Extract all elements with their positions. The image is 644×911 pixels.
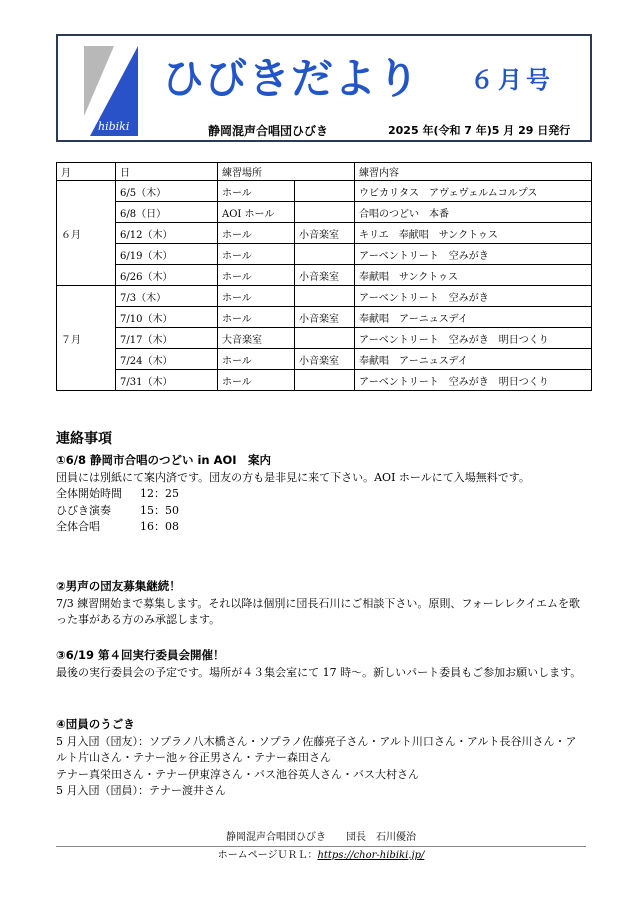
notice-2-title: ②男声の団友募集継続！ [56, 579, 181, 593]
table-header-row [57, 163, 592, 181]
hibiki-logo [84, 46, 138, 136]
notice-4-title: ④団員のうごき [56, 717, 135, 731]
time-label: 全体合唱 [56, 520, 100, 533]
content-cell: 奉献唱 アーニュスデイ [355, 349, 592, 370]
table-row [57, 244, 592, 265]
time-label: 全体開始時間 [56, 487, 122, 500]
notice-4 [56, 716, 586, 800]
place-cell: ホール [218, 223, 295, 244]
time-value: 15：50 [140, 503, 179, 517]
date-cell: 6/12（木） [116, 223, 218, 244]
time-row [56, 519, 586, 536]
date-cell: 7/10（木） [116, 307, 218, 328]
room-cell: 小音楽室 [295, 223, 355, 244]
masthead [56, 34, 592, 142]
logo-text: hibiki [98, 120, 130, 133]
member-joined-members: 5 月入団（団員）：テナー渡井さん [56, 784, 226, 797]
content-cell: 奉献唱 アーニュスデイ [355, 307, 592, 328]
member-joined-friends: 5 月入団（団友）：ソプラノ八木橋さん・ソプラノ佐藤亮子さん・アルト川口さん・アルト長谷川さん・アルト片山さん・テナー池ヶ谷正男さん・テナー森田さん [56, 734, 577, 764]
month-cell: ７月 [57, 286, 116, 391]
place-cell: AOI ホール [218, 202, 295, 223]
room-cell [295, 202, 355, 223]
header-month: 月 [57, 163, 116, 181]
date-cell: 7/24（木） [116, 349, 218, 370]
table-row [57, 307, 592, 328]
header-date: 日 [116, 163, 218, 181]
header-place: 練習場所 [218, 163, 355, 181]
notice-2 [56, 578, 586, 629]
room-cell [295, 370, 355, 391]
date-cell: 7/31（木） [116, 370, 218, 391]
date-cell: 6/8（日） [116, 202, 218, 223]
date-cell: 6/26（木） [116, 265, 218, 286]
practice-schedule-table [56, 162, 592, 391]
table-row [57, 223, 592, 244]
time-value: 12：25 [140, 487, 179, 500]
notice-3-title: ③6/19 第４回実行委員会開催！ [56, 648, 225, 662]
homepage-link[interactable]: https://chor-hibiki.jp/ [317, 850, 425, 861]
room-cell [295, 181, 355, 202]
table-row [57, 286, 592, 307]
notice-1-body: 団員には別紙にて案内済です。団友の方も是非見に来て下さい。AOI ホールにて入場無料です。 [56, 470, 530, 484]
place-cell: ホール [218, 265, 295, 286]
time-value: 16：08 [140, 520, 179, 533]
newsletter-title: ひびきだより [162, 54, 421, 103]
publish-date: 2025 年(令和 7 年)5 月 29 日発行 [388, 124, 571, 137]
notice-3-body: 最後の実行委員会の予定です。場所が４３集会室にて 17 時〜。新しいパート委員もご参加お願いします。 [56, 665, 582, 679]
table-row [57, 370, 592, 391]
choir-name: 静岡混声合唱団ひびき [208, 124, 329, 138]
time-label: ひびき演奏 [56, 503, 111, 517]
table-row [57, 349, 592, 370]
room-cell: 小音楽室 [295, 307, 355, 328]
place-cell: ホール [218, 307, 295, 328]
content-cell: アーベントリート 空みがき [355, 244, 592, 265]
content-cell: 合唱のつどい 本番 [355, 202, 592, 223]
table-row [57, 202, 592, 223]
place-cell: ホール [218, 349, 295, 370]
notices-heading: 連絡事項 [56, 431, 112, 447]
member-joined-friends-cont: テナー真栄田さん・テナー伊東淳さん・バス池谷英人さん・バス大村さん [56, 767, 419, 781]
table-row [57, 265, 592, 286]
notice-1 [56, 452, 586, 536]
footer-url-line [56, 846, 586, 861]
place-cell: ホール [218, 286, 295, 307]
room-cell: 小音楽室 [295, 349, 355, 370]
footer-signature: 静岡混声合唱団ひびき 団長 石川優治 [226, 832, 416, 843]
room-cell: 小音楽室 [295, 265, 355, 286]
month-cell: ６月 [57, 181, 116, 286]
content-cell: キリエ 奉献唱 サンクトゥス [355, 223, 592, 244]
date-cell: 6/19（木） [116, 244, 218, 265]
content-cell: アーベントリート 空みがき [355, 286, 592, 307]
place-cell: ホール [218, 370, 295, 391]
notice-1-title: ①6/8 静岡市合唱のつどい in AOI 案内 [56, 453, 272, 467]
place-cell: ホール [218, 181, 295, 202]
content-cell: アーベントリート 空みがき 明日つくり [355, 370, 592, 391]
room-cell [295, 244, 355, 265]
content-cell: アーベントリート 空みがき 明日つくり [355, 328, 592, 349]
footer-url-label: ホームページＵＲＬ： [217, 850, 318, 861]
room-cell [295, 286, 355, 307]
table-row [57, 328, 592, 349]
issue-label: ６月号 [470, 66, 554, 94]
content-cell: 奉献唱 サンクトゥス [355, 265, 592, 286]
content-cell: ウビカリタス アヴェヴェルムコルプス [355, 181, 592, 202]
room-cell [295, 328, 355, 349]
place-cell: 大音楽室 [218, 328, 295, 349]
notice-3 [56, 647, 586, 681]
date-cell: 6/5（木） [116, 181, 218, 202]
place-cell: ホール [218, 244, 295, 265]
header-content: 練習内容 [355, 163, 592, 181]
time-row [56, 486, 586, 503]
time-row [56, 503, 586, 520]
notice-2-body: 7/3 練習開始まで募集します。それ以降は個別に団長石川にご相談下さい。原則、フォーレレクイエムを歌った事がある方のみ承認します。 [56, 596, 581, 626]
date-cell: 7/17（木） [116, 328, 218, 349]
table-row [57, 181, 592, 202]
date-cell: 7/3（木） [116, 286, 218, 307]
